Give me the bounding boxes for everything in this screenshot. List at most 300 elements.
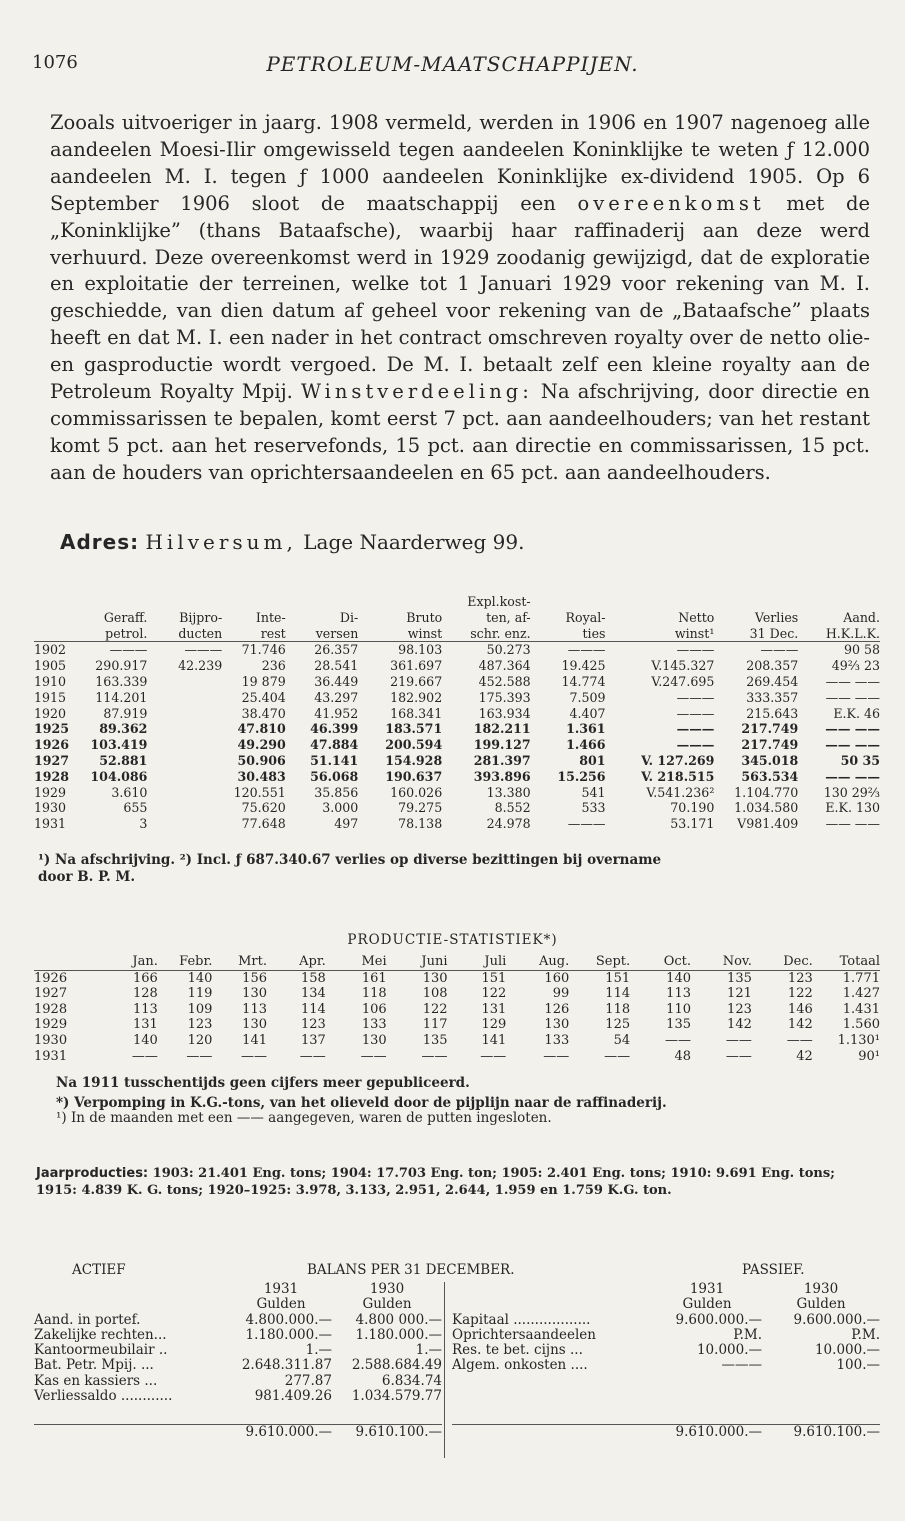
company-description bbox=[50, 110, 870, 487]
table-cell: 133 bbox=[361, 1017, 387, 1033]
month-header: Aug. bbox=[539, 954, 570, 969]
table-cell: 154.928 bbox=[385, 752, 443, 768]
balance-row bbox=[34, 1313, 442, 1328]
table-cell: 236 bbox=[261, 658, 286, 674]
table-cell: 163.934 bbox=[478, 705, 531, 721]
table-cell: 655 bbox=[123, 800, 148, 816]
balance-row bbox=[452, 1313, 880, 1328]
column-header: ten, af- bbox=[486, 609, 531, 625]
column-header: winst bbox=[407, 625, 443, 641]
year-cell: 1927 bbox=[34, 986, 68, 1002]
profit-distribution-text: Na afschrijving, door directie en commissarissen te bepalen, komt eerst 7 pct. aan aandeelhouders; van het restant komt 5 pct. aan het reservefonds, 15 pct. aan directie en commissarissen, 15 pct. aan de houders van oprichtersaandeelen en 65 pct. aan aandeelhouders. bbox=[50, 380, 870, 484]
table-row bbox=[34, 706, 880, 722]
year-cell: 1902 bbox=[34, 642, 67, 658]
table-cell: 135 bbox=[422, 1032, 448, 1048]
table-cell: 123 bbox=[300, 1017, 326, 1033]
table-cell bbox=[147, 690, 222, 706]
table-cell bbox=[147, 706, 222, 722]
table-cell: 90¹ bbox=[858, 1048, 880, 1064]
table-cell: 1.104.770 bbox=[734, 784, 799, 800]
table-cell: 393.896 bbox=[473, 768, 531, 784]
table-cell: 151 bbox=[481, 970, 507, 986]
page-header bbox=[32, 52, 873, 82]
column-header: ducten bbox=[178, 625, 223, 641]
column-header: Expl.kost- bbox=[467, 594, 531, 609]
balance-value: P.M. bbox=[851, 1326, 880, 1343]
table-cell: V.541.236² bbox=[646, 784, 715, 800]
balance-row bbox=[34, 1374, 442, 1389]
table-cell: 51.141 bbox=[310, 752, 359, 768]
table-cell: ——— bbox=[676, 642, 715, 658]
table-cell: 56.068 bbox=[310, 768, 359, 784]
year-cell: 1929 bbox=[34, 784, 67, 800]
table-cell: 4.407 bbox=[569, 705, 606, 721]
balance-year-row: 1931 1930 bbox=[263, 1281, 405, 1297]
table-cell: 35.856 bbox=[314, 784, 359, 800]
annual-production-label: Jaarproducties: bbox=[36, 1166, 149, 1181]
annual-production bbox=[36, 1166, 870, 1199]
balance-divider bbox=[444, 1282, 445, 1458]
balance-value: ——— bbox=[721, 1357, 762, 1374]
table-row bbox=[34, 986, 880, 1002]
table-cell: 53.171 bbox=[670, 816, 715, 832]
table-cell: —— bbox=[480, 1048, 507, 1064]
balance-item-label: Verliessaldo ............ bbox=[34, 1388, 173, 1405]
year-cell: 1910 bbox=[34, 673, 67, 689]
table-cell: 123 bbox=[187, 1017, 213, 1033]
table-cell: 217.749 bbox=[741, 721, 799, 737]
balance-row bbox=[34, 1328, 442, 1343]
table-cell: 89.362 bbox=[99, 721, 148, 737]
financial-footnotes bbox=[38, 852, 888, 886]
balance-row bbox=[34, 1389, 442, 1404]
year-cell: 1915 bbox=[34, 689, 67, 705]
table-cell: 28.541 bbox=[314, 658, 359, 674]
table-cell: 122 bbox=[422, 1001, 448, 1017]
balance-value: 1.— bbox=[305, 1342, 332, 1359]
table-cell: 563.534 bbox=[741, 768, 799, 784]
month-header: Febr. bbox=[179, 954, 213, 969]
table-cell: 24.978 bbox=[486, 816, 531, 832]
year-cell: 1920 bbox=[34, 705, 67, 721]
balance-year-row: 1931 1930 bbox=[689, 1281, 839, 1297]
table-cell: 49⅔ 23 bbox=[831, 658, 880, 674]
table-cell: 13.380 bbox=[486, 784, 531, 800]
table-cell: ——— bbox=[567, 816, 606, 832]
table-cell: ——— bbox=[676, 737, 715, 753]
table-cell: 103.419 bbox=[90, 737, 148, 753]
table-cell: 1.034.580 bbox=[734, 800, 799, 816]
table-cell: —— bbox=[186, 1048, 213, 1064]
year-cell: 1930 bbox=[34, 1032, 68, 1048]
balance-title: BALANS PER 31 DECEMBER. bbox=[307, 1262, 515, 1278]
column-header: versen bbox=[315, 625, 359, 641]
year-cell: 1928 bbox=[34, 1001, 68, 1017]
year-cell: 1926 bbox=[34, 737, 70, 753]
table-cell: 113 bbox=[242, 1001, 267, 1017]
table-cell: 114.201 bbox=[95, 689, 148, 705]
table-cell: 129 bbox=[481, 1017, 507, 1033]
year-cell: 1925 bbox=[34, 721, 70, 737]
column-header: petrol. bbox=[105, 625, 148, 641]
table-cell: —— —— bbox=[825, 768, 880, 784]
month-header: Oct. bbox=[663, 954, 691, 969]
table-cell: 182.211 bbox=[473, 721, 531, 737]
table-cell: 151 bbox=[605, 970, 631, 986]
table-cell: —— —— bbox=[825, 721, 880, 737]
table-cell: 175.393 bbox=[478, 689, 531, 705]
table-cell: 125 bbox=[605, 1017, 631, 1033]
table-row bbox=[34, 642, 880, 658]
table-cell: 122 bbox=[787, 986, 813, 1002]
table-cell: 110 bbox=[666, 1001, 691, 1017]
table-cell: —— —— bbox=[825, 689, 880, 705]
balance-item-label: Kas en kassiers ... bbox=[34, 1372, 158, 1389]
balance-value: 277.87 bbox=[284, 1372, 332, 1389]
table-cell: 1.560 bbox=[842, 1017, 880, 1033]
table-cell: —— bbox=[543, 1048, 570, 1064]
table-cell: 98.103 bbox=[398, 642, 443, 658]
table-cell: 142 bbox=[727, 1017, 752, 1033]
table-cell: 3.000 bbox=[322, 800, 359, 816]
table-cell: —— bbox=[665, 1032, 691, 1048]
annual-production-text: 1903: 21.401 Eng. tons; 1904: 17.703 Eng. ton; 1905: 2.401 Eng. tons; 1910: 9.691 Eng. tons; 1915: 4.839 K. G. tons; 1920–1925: 3.978, 3.133, 2.951, 2.644, 1.959 en 1.759 K.G. ton. bbox=[36, 1166, 835, 1198]
balance-value: 100.— bbox=[836, 1357, 880, 1374]
table-cell: 46.399 bbox=[310, 721, 359, 737]
balance-value: 4.800.000.— bbox=[245, 1311, 332, 1328]
table-cell: 199.127 bbox=[473, 737, 531, 753]
year-cell: 1931 bbox=[34, 1048, 68, 1064]
balance-passief bbox=[452, 1282, 880, 1440]
month-header: Apr. bbox=[299, 954, 326, 969]
table-cell: 168.341 bbox=[390, 705, 443, 721]
table-cell: 130 bbox=[422, 970, 448, 986]
actief-rows bbox=[34, 1313, 442, 1405]
table-cell: V981.409 bbox=[737, 816, 799, 832]
table-cell bbox=[147, 737, 222, 753]
table-cell: 141 bbox=[242, 1032, 267, 1048]
table-cell: —— —— bbox=[825, 673, 880, 689]
balance-value: 9.600.000.— bbox=[675, 1311, 762, 1328]
table-cell: 290.917 bbox=[95, 658, 148, 674]
table-cell: —— bbox=[604, 1048, 631, 1064]
table-cell: —— bbox=[725, 1032, 752, 1048]
table-cell: 219.667 bbox=[390, 673, 443, 689]
table-cell: 79.275 bbox=[398, 800, 443, 816]
table-cell: —— —— bbox=[825, 737, 880, 753]
table-row bbox=[34, 721, 880, 737]
table-cell: 130 bbox=[242, 1017, 267, 1033]
month-header: Jan. bbox=[132, 954, 158, 969]
table-cell: 130 bbox=[242, 986, 267, 1002]
production-rows bbox=[34, 970, 880, 1064]
table-cell: 142 bbox=[787, 1017, 813, 1033]
column-header: H.K.L.K. bbox=[825, 625, 880, 641]
table-cell: 70.190 bbox=[670, 800, 715, 816]
column-header: Geraff. bbox=[103, 609, 148, 625]
balance-value: 2.588.684.49 bbox=[351, 1357, 442, 1374]
table-cell: 50 35 bbox=[840, 752, 880, 768]
column-header: winst¹ bbox=[674, 625, 715, 641]
table-cell: —— bbox=[725, 1048, 752, 1064]
address-street: Lage Naarderweg 99. bbox=[303, 530, 525, 554]
passief-total-row: 9.610.000.— 9.610.100.— bbox=[452, 1424, 880, 1440]
balance-value: P.M. bbox=[733, 1326, 762, 1343]
financial-header-top bbox=[34, 594, 880, 610]
footnote-1911: Na 1911 tusschentijds geen cijfers meer gepubliceerd. bbox=[56, 1075, 470, 1091]
table-cell: 78.138 bbox=[398, 816, 443, 832]
balance-item-label: Algem. onkosten .... bbox=[452, 1357, 588, 1374]
address-city: Hilversum, bbox=[145, 530, 297, 554]
page-number: 1076 bbox=[32, 52, 78, 73]
financial-results-table bbox=[34, 594, 880, 832]
balance-item-label: Kapitaal .................. bbox=[452, 1311, 591, 1328]
table-cell: —— bbox=[131, 1048, 158, 1064]
table-cell: —— —— bbox=[825, 816, 880, 832]
balance-unit-row: Gulden Gulden bbox=[682, 1296, 846, 1313]
column-header: 31 Dec. bbox=[749, 625, 799, 641]
table-cell: 123 bbox=[727, 1001, 752, 1017]
production-header-row bbox=[34, 954, 880, 970]
table-cell: 106 bbox=[361, 1001, 387, 1017]
table-cell: 533 bbox=[581, 800, 606, 816]
table-cell: 131 bbox=[133, 1017, 158, 1033]
term-overeenkomst: overeenkomst bbox=[577, 191, 765, 215]
table-row bbox=[34, 1033, 880, 1049]
table-cell: 131 bbox=[481, 1001, 507, 1017]
table-cell: 48 bbox=[674, 1048, 691, 1064]
table-cell: 215.643 bbox=[746, 705, 799, 721]
table-cell: ——— bbox=[109, 642, 148, 658]
table-cell: V.145.327 bbox=[651, 658, 715, 674]
term-winstverdeeling: Winstverdeeling: bbox=[300, 380, 533, 404]
balance-item-label: Zakelijke rechten... bbox=[34, 1326, 167, 1343]
table-cell: 117 bbox=[422, 1017, 448, 1033]
table-cell: 160.026 bbox=[390, 784, 443, 800]
production-title: PRODUCTIE-STATISTIEK*) bbox=[347, 932, 558, 948]
table-cell: 87.919 bbox=[103, 705, 148, 721]
table-cell: 118 bbox=[605, 1001, 631, 1017]
table-cell: 50.273 bbox=[486, 642, 531, 658]
table-cell: ——— bbox=[676, 721, 715, 737]
table-cell: 3 bbox=[139, 816, 148, 832]
table-cell: 120 bbox=[187, 1032, 213, 1048]
column-header: Di- bbox=[339, 609, 359, 625]
table-cell: 345.018 bbox=[741, 752, 799, 768]
table-cell: 137 bbox=[300, 1032, 326, 1048]
table-cell: ——— bbox=[676, 705, 715, 721]
actief-total-row: 9.610.000.— 9.610.100.— bbox=[34, 1425, 442, 1441]
table-cell: 36.449 bbox=[314, 673, 359, 689]
table-cell: 54 bbox=[613, 1032, 631, 1048]
table-cell: 118 bbox=[361, 986, 387, 1002]
table-cell: 71.746 bbox=[241, 642, 286, 658]
month-header: Juli bbox=[484, 954, 507, 969]
table-cell: 130 bbox=[361, 1032, 387, 1048]
table-cell: 121 bbox=[727, 986, 752, 1002]
table-cell: 104.086 bbox=[90, 768, 148, 784]
balance-item-label: Kantoormeubilair .. bbox=[34, 1342, 168, 1359]
column-header: Bruto bbox=[406, 609, 443, 625]
balance-value: 10.000.— bbox=[814, 1342, 880, 1359]
year-cell: 1926 bbox=[34, 970, 68, 986]
table-cell: —— bbox=[360, 1048, 387, 1064]
table-cell: 47.884 bbox=[310, 737, 359, 753]
table-cell: 113 bbox=[666, 986, 691, 1002]
table-cell: 108 bbox=[422, 986, 448, 1002]
table-row bbox=[34, 737, 880, 753]
table-cell: 361.697 bbox=[390, 658, 443, 674]
table-cell: 130 bbox=[544, 1017, 570, 1033]
table-cell: 50.906 bbox=[237, 752, 286, 768]
balance-value: 6.834.74 bbox=[381, 1372, 442, 1389]
table-cell: 1.771 bbox=[842, 970, 880, 986]
balance-row bbox=[452, 1358, 880, 1373]
column-header: Royal- bbox=[565, 609, 606, 625]
table-cell: 333.357 bbox=[746, 689, 799, 705]
balance-value: 1.180.000.— bbox=[245, 1326, 332, 1343]
table-cell: 114 bbox=[300, 1001, 326, 1017]
column-header: Aand. bbox=[843, 609, 880, 625]
balance-row bbox=[34, 1358, 442, 1373]
table-cell: 1.130¹ bbox=[837, 1032, 880, 1048]
table-cell: 3.610 bbox=[111, 784, 148, 800]
column-header: rest bbox=[260, 625, 286, 641]
table-cell bbox=[147, 674, 222, 690]
column-header: Bijpro- bbox=[179, 609, 223, 625]
address-label: Adres: bbox=[60, 530, 140, 554]
column-header: schr. enz. bbox=[470, 625, 531, 641]
actief-label: ACTIEF bbox=[72, 1262, 126, 1278]
financial-rows bbox=[34, 642, 880, 832]
table-cell: 541 bbox=[581, 784, 606, 800]
table-cell: 113 bbox=[133, 1001, 158, 1017]
table-cell: 77.648 bbox=[241, 816, 286, 832]
table-cell: 99 bbox=[552, 986, 570, 1002]
column-header: Inte- bbox=[255, 609, 286, 625]
year-cell: 1931 bbox=[34, 816, 67, 832]
balance-value: 1.— bbox=[415, 1342, 442, 1359]
table-cell: 269.454 bbox=[746, 673, 799, 689]
table-cell: 146 bbox=[787, 1001, 813, 1017]
column-header: Netto bbox=[678, 609, 715, 625]
balance-value: 981.409.26 bbox=[254, 1388, 332, 1405]
table-row bbox=[34, 690, 880, 706]
table-cell: 163.339 bbox=[95, 673, 148, 689]
running-title: PETROLEUM-MAATSCHAPPIJEN. bbox=[266, 52, 639, 76]
balance-item-label: Res. te bet. cijns ... bbox=[452, 1342, 583, 1359]
balance-header bbox=[72, 1262, 837, 1282]
table-row bbox=[34, 1017, 880, 1033]
month-header: Dec. bbox=[783, 954, 813, 969]
table-cell: 208.357 bbox=[746, 658, 799, 674]
contract-text: met de „Koninklijke” (thans Bataafsche), waarbij haar raffinaderij aan deze werd verhuurd. Deze overeenkomst werd in 1929 zoodanig gewijzigd, dat de exploratie en exploitatie der terreinen, welke tot 1 Januari 1929 voor rekening van M. I. geschiedde, van dien datum af geheel voor rekening van de „Bataafsche” plaats heeft en dat M. I. een nader in het contract omschreven royalty over de netto olie- en gasproductie wordt vergoed. De M. I. betaalt zelf een kleine royalty aan de Petroleum Royalty Mpij. bbox=[50, 191, 870, 404]
table-cell: 38.470 bbox=[241, 705, 286, 721]
table-cell: 133 bbox=[544, 1032, 570, 1048]
table-cell: 42.239 bbox=[178, 658, 223, 674]
production-table bbox=[34, 954, 880, 1064]
table-cell: 135 bbox=[666, 1017, 691, 1033]
address-line bbox=[60, 530, 524, 554]
table-cell: 123 bbox=[787, 970, 813, 986]
balance-actief bbox=[34, 1282, 442, 1441]
month-header: Nov. bbox=[722, 954, 752, 969]
table-row bbox=[34, 785, 880, 801]
table-cell bbox=[147, 769, 222, 785]
table-cell: 141 bbox=[481, 1032, 507, 1048]
table-row bbox=[34, 674, 880, 690]
table-cell bbox=[147, 816, 222, 832]
table-cell: 120.551 bbox=[233, 784, 286, 800]
table-row bbox=[34, 753, 880, 769]
table-cell: 15.256 bbox=[557, 768, 606, 784]
table-cell bbox=[147, 785, 222, 801]
year-cell: 1928 bbox=[34, 768, 70, 784]
table-cell: 217.749 bbox=[741, 737, 799, 753]
table-cell: 1.431 bbox=[842, 1001, 880, 1017]
table-cell: 19 879 bbox=[241, 673, 286, 689]
table-cell: 42 bbox=[796, 1048, 813, 1064]
balance-value: 10.000.— bbox=[696, 1342, 762, 1359]
table-cell: 135 bbox=[727, 970, 752, 986]
month-header: Juni bbox=[421, 954, 448, 969]
table-cell: 26.357 bbox=[314, 642, 359, 658]
table-cell: —— bbox=[786, 1032, 813, 1048]
table-cell: ——— bbox=[184, 642, 223, 658]
table-cell: 1.361 bbox=[566, 721, 606, 737]
table-cell: 43.297 bbox=[314, 689, 359, 705]
table-cell: —— bbox=[299, 1048, 326, 1064]
table-cell: 119 bbox=[187, 986, 213, 1002]
table-cell: 49.290 bbox=[237, 737, 286, 753]
table-cell: 130 29⅔ bbox=[823, 784, 880, 800]
table-cell: 452.588 bbox=[478, 673, 531, 689]
table-cell: 281.397 bbox=[473, 752, 531, 768]
financial-header-mid bbox=[34, 610, 880, 626]
month-header: Mei bbox=[361, 954, 387, 969]
table-cell: 166 bbox=[133, 970, 158, 986]
year-cell: 1929 bbox=[34, 1017, 68, 1033]
column-header: ties bbox=[582, 625, 606, 641]
table-cell: 8.552 bbox=[494, 800, 531, 816]
footnote-closed-wells: ¹) In de maanden met een —— aangegeven, waren de putten ingesloten. bbox=[56, 1110, 552, 1126]
passief-rows bbox=[452, 1313, 880, 1374]
balance-row bbox=[34, 1343, 442, 1358]
table-cell: 126 bbox=[544, 1001, 570, 1017]
table-cell: 160 bbox=[544, 970, 570, 986]
table-cell: V.247.695 bbox=[651, 673, 715, 689]
table-row bbox=[34, 1049, 880, 1065]
table-cell: 114 bbox=[605, 986, 631, 1002]
table-cell: 161 bbox=[361, 970, 387, 986]
table-cell: 140 bbox=[666, 970, 691, 986]
table-cell: 30.483 bbox=[237, 768, 286, 784]
footnote-line: door B. P. M. bbox=[38, 869, 136, 885]
passief-label: PASSIEF. bbox=[742, 1262, 805, 1278]
table-cell: 158 bbox=[300, 970, 326, 986]
balance-value: 1.034.579.77 bbox=[351, 1388, 442, 1405]
balance-unit-row: Gulden Gulden bbox=[256, 1296, 412, 1313]
table-cell: 487.364 bbox=[478, 658, 531, 674]
table-row bbox=[34, 800, 880, 816]
balance-item-label: Aand. in portef. bbox=[34, 1311, 141, 1328]
table-cell: V. 218.515 bbox=[641, 768, 715, 784]
balance-value: 9.600.000.— bbox=[793, 1311, 880, 1328]
table-cell: 14.774 bbox=[561, 673, 606, 689]
table-cell: —— bbox=[421, 1048, 448, 1064]
table-row bbox=[34, 1002, 880, 1018]
table-cell: 134 bbox=[300, 986, 326, 1002]
